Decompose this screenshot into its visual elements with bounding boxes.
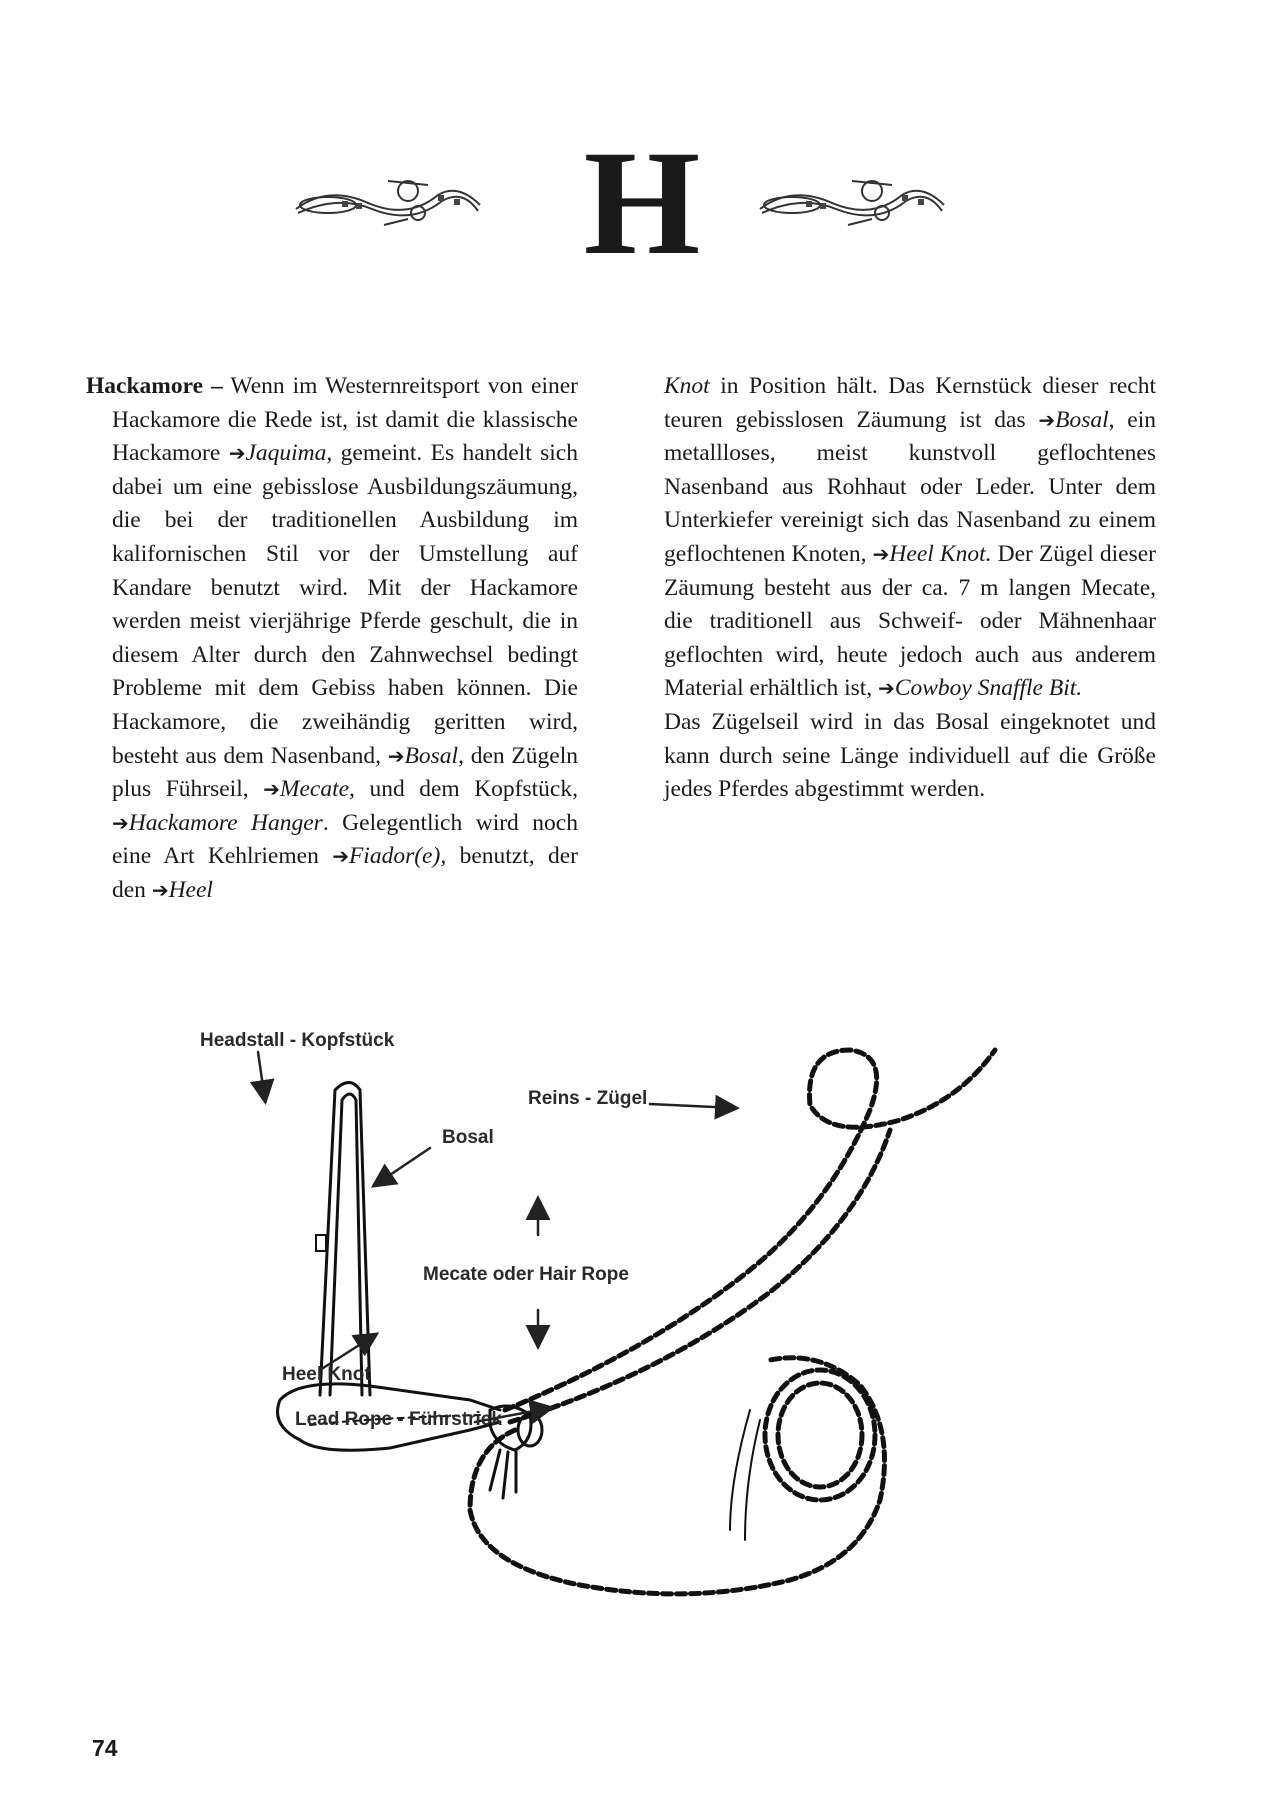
cross-ref-bosal[interactable]: Bosal xyxy=(1055,406,1109,433)
headstall-arrow-icon xyxy=(258,1052,265,1100)
spur-ornament-left-icon xyxy=(288,165,488,235)
chapter-letter: H xyxy=(583,120,701,286)
entry-text: Der Zügel dieser Zäumung besteht aus der ca. 7 m langen Mecate, die traditionell aus Schweif- oder Mähnenhaar geflochten wird, heute jedoch auch aus anderem Material erhältlich ist, xyxy=(664,540,1156,702)
mecate-rope-icon xyxy=(470,1358,885,1594)
cross-ref-jaquima[interactable]: Jaquima xyxy=(245,440,327,467)
entry-text: . Gelegentlich wird noch eine Art Kehlriemen xyxy=(112,809,578,870)
bosal-arrow-icon xyxy=(375,1148,430,1185)
entry-text: , den Zügeln plus Führseil, xyxy=(112,742,578,803)
cross-ref-arrow-icon: ➔ xyxy=(878,676,895,701)
label-lead-rope: Lead Rope - Führstrick xyxy=(295,1409,502,1430)
reins-arrow-icon xyxy=(650,1104,735,1108)
headstall-icon xyxy=(316,1083,370,1396)
cross-ref-arrow-icon: ➔ xyxy=(872,541,890,566)
entry-paragraph-continued xyxy=(664,370,1156,706)
cross-ref-arrow-icon: ➔ xyxy=(112,810,129,835)
entry-text: , gemeint. Es handelt sich dabei um eine gebisslose Ausbildungszäumung, die bei der traditionellen Ausbildung im kalifornischen Stil vor der Umstellung auf Kandare benutzt wird. Mit der Hackamore werden meist vierjährige Pferde geschult, die in diesem Alter durch den Zahnwechsel bedingt Probleme mit dem Gebiss haben können. Die Hackamore, die zweihändig geritten wird, besteht aus dem Nasenband, xyxy=(112,440,578,769)
entry-term: Hackamore – xyxy=(86,373,223,399)
cross-ref-hackamore-hanger[interactable]: Hackamore Hanger xyxy=(128,809,323,836)
spur-ornament-right-icon xyxy=(752,165,952,235)
cross-ref-arrow-icon: ➔ xyxy=(1038,407,1056,432)
cross-ref-arrow-icon: ➔ xyxy=(228,441,246,466)
entry-text: , ein metallloses, meist kunstvoll geflochtenes Nasenband aus Rohhaut oder Leder. Unter dem Unterkiefer vereinigt sich das Nasenband zu einem geflochtenen Knoten, xyxy=(664,406,1156,567)
entry-paragraph-2: Das Zügelseil wird in das Bosal eingeknotet und kann durch seine Länge individuell auf die Größe jedes Pferdes abgestimmt werden. xyxy=(664,708,1156,803)
cross-ref-heel-knot-part2[interactable]: Knot xyxy=(664,373,710,399)
text-column-right xyxy=(664,370,1156,807)
cross-ref-fiador[interactable]: Fiador(e), xyxy=(348,843,447,870)
label-headstall: Headstall - Kopfstück xyxy=(200,1030,395,1051)
cross-ref-mecate[interactable]: Mecate, xyxy=(279,776,355,803)
page-number: 74 xyxy=(92,1735,118,1761)
label-mecate: Mecate oder Hair Rope xyxy=(423,1264,629,1285)
entry-text: in Position hält. Das Kernstück dieser recht teuren gebisslosen Zäumung ist das xyxy=(664,373,1156,433)
entry-text: Wenn im Westernreitsport von einer Hackamore die Rede ist, ist damit die klassische Hackamore xyxy=(112,373,578,467)
hackamore-diagram xyxy=(170,1030,1030,1680)
cross-ref-heel-knot-part1[interactable]: Heel xyxy=(168,876,213,903)
entry-paragraph xyxy=(86,370,578,908)
label-bosal: Bosal xyxy=(442,1127,494,1148)
cross-ref-arrow-icon: ➔ xyxy=(263,777,280,802)
cross-ref-arrow-icon: ➔ xyxy=(151,877,169,902)
cross-ref-heel-knot[interactable]: Heel Knot. xyxy=(889,540,992,567)
entry-text: benutzt, der den xyxy=(112,843,578,903)
cross-ref-arrow-icon: ➔ xyxy=(387,743,405,768)
entry-text: und dem Kopfstück, xyxy=(354,776,578,803)
label-heel-knot: Heel Knot xyxy=(282,1364,371,1385)
text-column-left xyxy=(86,370,578,908)
cross-ref-bosal[interactable]: Bosal xyxy=(404,742,459,769)
label-reins: Reins - Zügel xyxy=(528,1088,648,1109)
cross-ref-arrow-icon: ➔ xyxy=(332,844,349,869)
cross-ref-cowboy-snaffle-bit[interactable]: Cowboy Snaffle Bit. xyxy=(894,675,1083,702)
